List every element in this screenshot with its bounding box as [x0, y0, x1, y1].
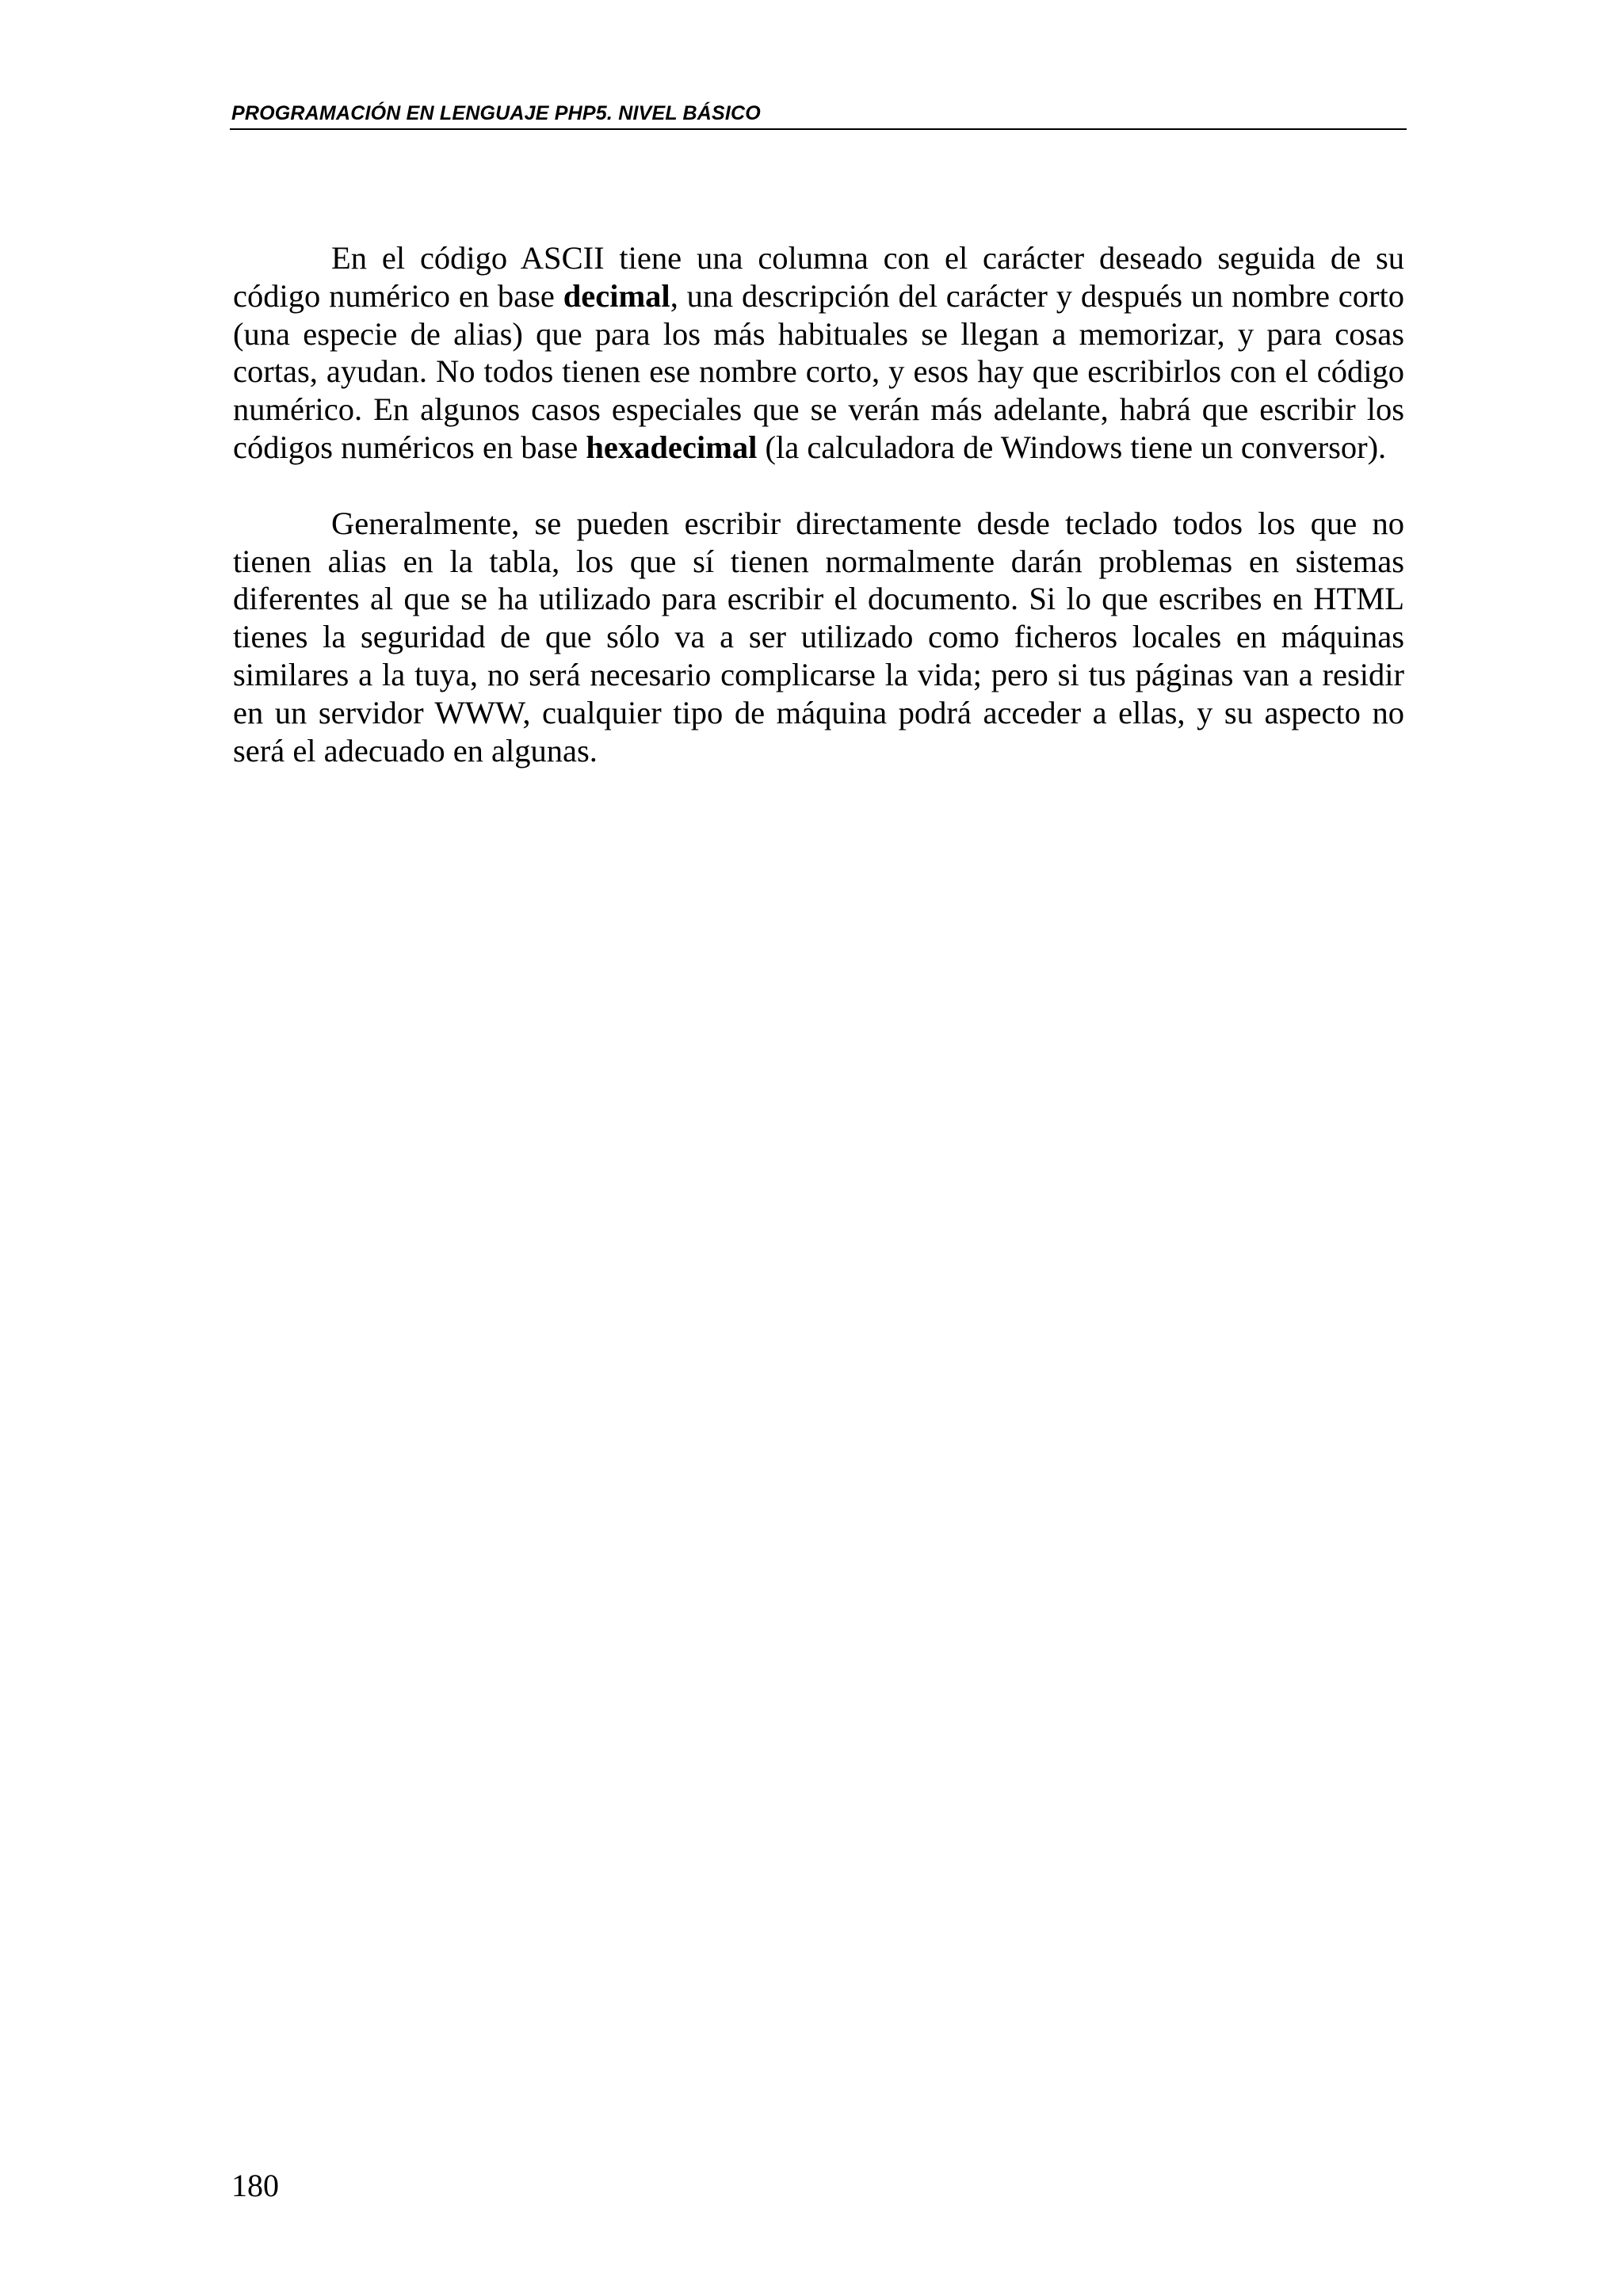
running-header	[230, 95, 1407, 130]
paragraph-keyboard-input: Generalmente, se pueden escribir directamente desde teclado todos los que no tienen alias en la tabla, los que sí tienen normalmente darán problemas en sistemas diferentes al que se ha utilizado para escribir el documento. Si lo que escribes en HTML tienes la seguridad de que sólo va a ser utilizado como ficheros locales en máquinas similares a la tuya, no será necesario complicarse la vida; pero si tus páginas van a residir en un servidor WWW, cualquier tipo de máquina podrá acceder a ellas, y su aspecto no será el adecuado en algunas.	[233, 505, 1404, 769]
paragraph-1-text-part-1: En el código ASCII tiene una columna con el carácter deseado seguida de su código numérico en base	[233, 240, 1404, 314]
running-header-title: PROGRAMACIÓN EN LENGUAJE PHP5. NIVEL BÁSICO	[231, 102, 761, 124]
paragraph-1-text-part-2: , una descripción del carácter y después un nombre corto (una especie de alias) que para los más habituales se llegan a memorizar, y para cosas cortas, ayudan. No todos tienen ese nombre corto, y esos hay que escribirlos con el código numérico. En algunos casos especiales que se verán más adelante, habrá que escribir los códigos numéricos en base	[233, 277, 1404, 465]
body-text	[233, 239, 1404, 807]
bold-term-hexadecimal: hexadecimal	[586, 429, 758, 465]
paragraph-1-text-part-3: (la calculadora de Windows tiene un conversor).	[757, 429, 1387, 465]
bold-term-decimal: decimal	[563, 277, 670, 314]
paragraph-ascii-codes	[233, 239, 1404, 467]
page-number: 180	[231, 2168, 279, 2203]
